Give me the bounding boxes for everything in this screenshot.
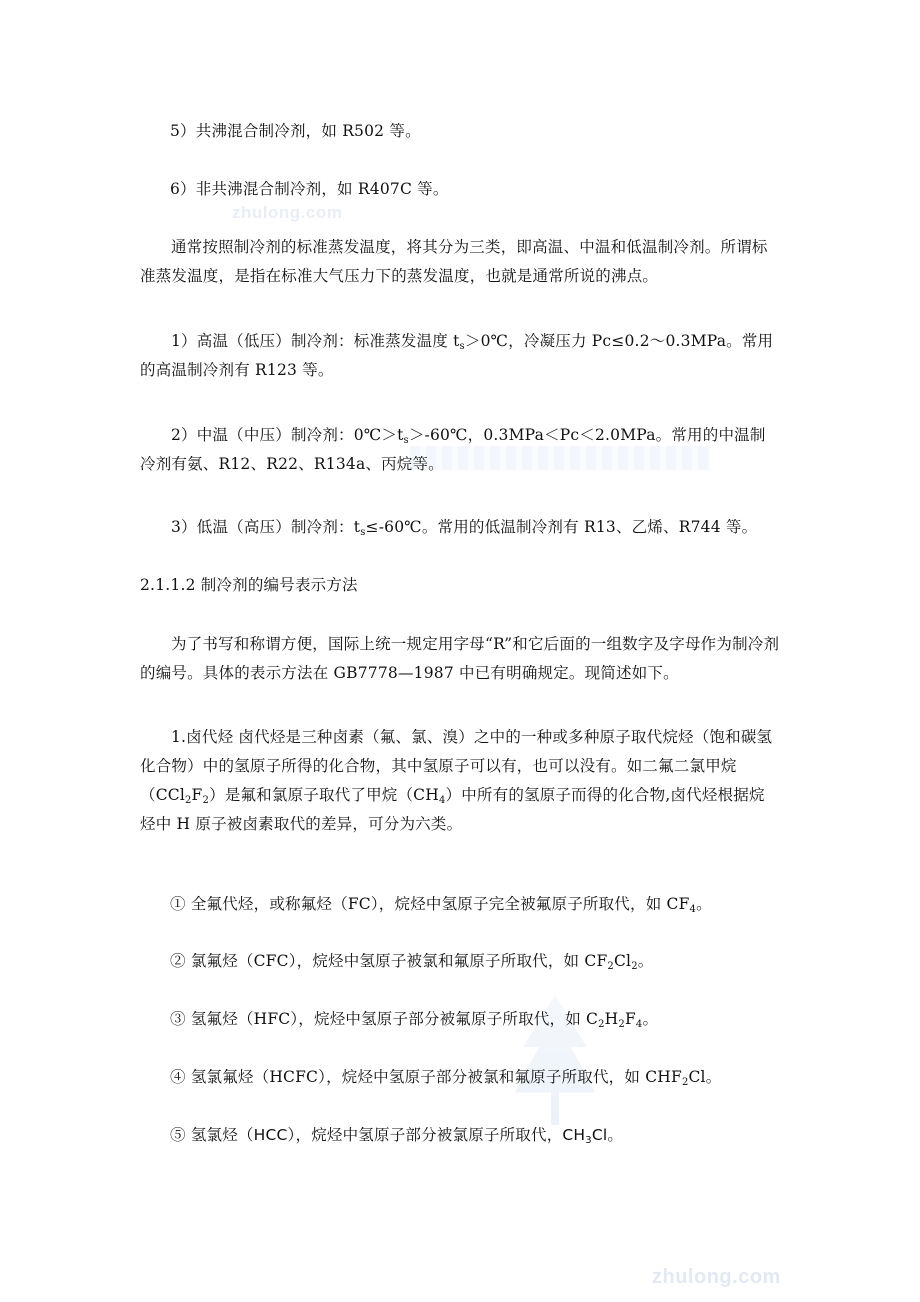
watermark-top: zhulong.com xyxy=(232,203,343,222)
paragraph-high-temp: 1）高温（低压）制冷剂：标准蒸发温度 $t_s>0℃$，冷凝压力 Pc≤0.2～0.3MPa。常用的高温制冷剂有 R123 等。 xyxy=(140,332,774,379)
list-item-fc: ① 全氟代烃，或称氟烃（FC），烷烃中氢原子完全被氟原子所取代，如 $CF_4$。 xyxy=(170,895,712,915)
paragraph-halocarbons: 1.卤代烃 卤代烃是三种卤素（氟、氯、溴）之中的一种或多种原子取代烷烃（饱和碳氢化合物）中的氢原子所得的化合物，其中氢原子可以有，也可以没有。如二氟二氯甲烷$(CCl_2F_2)$是氟和氯原子取代了甲烷$(CH_4)$中所有的氢原子而得的化合物,卤代烃根据烷烃中 H 原子被卤素取代的差异，可分为六类。 xyxy=(140,728,773,833)
paragraph-numbering: 为了书写和称谓方便，国际上统一规定用字母“R”和它后面的一组数字及字母作为制冷剂的编号。具体的表示方法在 GB7778—1987 中已有明确规定。现简述如下。 xyxy=(140,635,780,682)
list-item-cfc: ② 氯氟烃（CFC），烷烃中氢原子被氯和氟原子所取代，如 $CF_2Cl_2$。 xyxy=(170,952,654,972)
list-item-5: 5）共沸混合制冷剂，如 R502 等。 xyxy=(170,122,421,140)
paragraph-classification: 通常按照制冷剂的标准蒸发温度，将其分为三类，即高温、中温和低温制冷剂。所谓标准蒸发温度，是指在标准大气压力下的蒸发温度，也就是通常所说的沸点。 xyxy=(140,238,768,285)
list-item-hcfc: ④ 氢氯氟烃（HCFC），烷烃中氢原子部分被氯和氟原子所取代，如 $CHF_2Cl$。 xyxy=(170,1068,722,1088)
paragraph-low-temp: 3）低温（高压）制冷剂：$t_s\le-60℃$。常用的低温制冷剂有 R13、乙烯、R744 等。 xyxy=(171,518,758,538)
paragraph-mid-temp: 2）中温（中压）制冷剂：$0℃>t_s>-60℃$，0.3MPa＜Pc＜2.0MPa。常用的中温制冷剂有氨、R12、R22、R134a、丙烷等。 xyxy=(140,426,766,473)
section-heading: 2.1.1.2 制冷剂的编号表示方法 xyxy=(140,576,358,594)
watermark-bottom: zhulong.com xyxy=(652,1266,781,1288)
list-item-hfc: ③ 氢氟烃（HFC），烷烃中氢原子部分被氟原子所取代，如 $C_2H_2F_4$。 xyxy=(170,1010,659,1030)
list-item-hcc: ⑤ 氢氯烃（HCC），烷烃中氢原子部分被氯原子所取代，$CH_3Cl$。 xyxy=(170,1126,624,1146)
list-item-6: 6）非共沸混合制冷剂，如 R407C 等。 xyxy=(170,180,449,198)
